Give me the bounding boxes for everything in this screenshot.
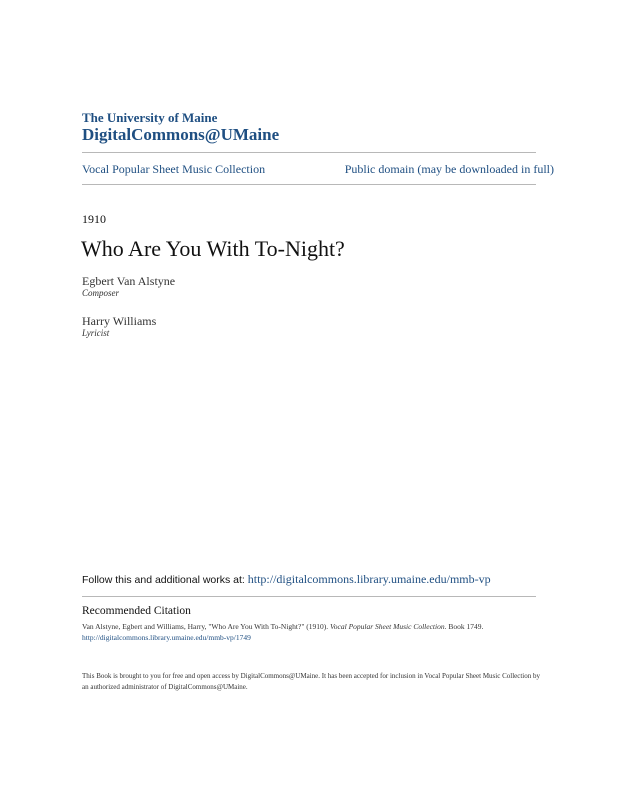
work-title: Who Are You With To-Night?	[81, 236, 345, 261]
citation-prefix: Van Alstyne, Egbert and Williams, Harry, "Who Are You With To-Night?" (1910).	[82, 622, 329, 631]
contributor-role: Lyricist	[82, 328, 110, 338]
publication-year: 1910	[82, 212, 106, 226]
citation-suffix: Book 1749.	[448, 622, 484, 631]
citation-divider	[82, 596, 536, 597]
follow-line	[82, 572, 491, 587]
contributor-name: Harry Williams	[82, 314, 157, 328]
rights-link[interactable]: Public domain (may be downloaded in full)	[344, 162, 554, 176]
nav-divider	[82, 184, 536, 185]
citation-collection: Vocal Popular Sheet Music Collection.	[330, 622, 447, 631]
collection-link[interactable]: Vocal Popular Sheet Music Collection	[82, 162, 266, 176]
contributor-role: Composer	[82, 288, 120, 298]
contributor-lyricist	[82, 314, 156, 339]
follow-label: Follow this and additional works at:	[82, 574, 245, 586]
repository-name[interactable]: DigitalCommons@UMaine	[82, 125, 280, 144]
follow-link[interactable]: http://digitalcommons.library.umaine.edu/mmb-vp	[247, 572, 491, 586]
citation-link[interactable]: http://digitalcommons.library.umaine.edu/mmb-vp/1749	[82, 633, 251, 642]
contributor-name: Egbert Van Alstyne	[82, 274, 176, 288]
header-divider	[82, 152, 536, 153]
citation-text	[82, 621, 542, 643]
contributor-composer	[82, 274, 175, 299]
citation-heading: Recommended Citation	[82, 605, 191, 617]
access-notice: This Book is brought to you for free and open access by DigitalCommons@UMaine. It has been accepted for inclusion in Vocal Popular Sheet Music Collection by an authorized administrator of DigitalCommons@UMaine.	[82, 672, 540, 691]
institution-name: The University of Maine	[82, 110, 218, 125]
